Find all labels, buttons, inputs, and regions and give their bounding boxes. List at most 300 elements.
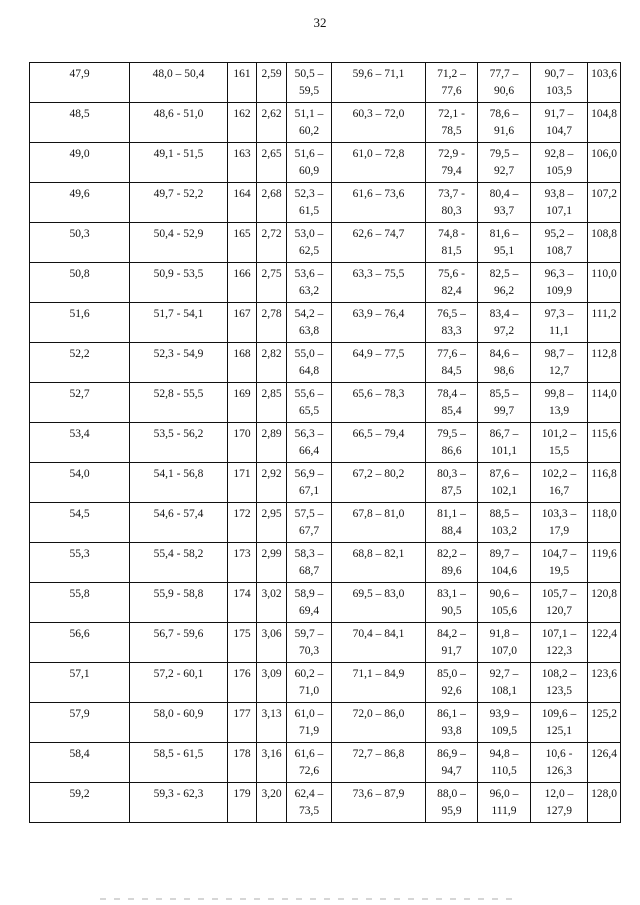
table-cell-col-5: 62,6 – 74,7 (332, 223, 426, 263)
cell-line: 107,1 (546, 205, 572, 217)
table-cell-col-8 (531, 423, 588, 463)
cell-line: 71,9 (298, 725, 320, 737)
table-cell-col-0: 53,4 (30, 423, 130, 463)
table-cell-col-8 (531, 783, 588, 823)
table-cell-col-1: 50,4 - 52,9 (130, 223, 228, 263)
table-cell-col-3: 2,92 (257, 463, 287, 503)
table-cell-col-2: 164 (228, 183, 257, 223)
table-cell-col-1: 48,6 - 51,0 (130, 103, 228, 143)
table-cell-col-2: 163 (228, 143, 257, 183)
page-number: 32 (313, 15, 327, 30)
cell-line: 13,9 (548, 405, 570, 417)
table-cell-col-6 (426, 743, 478, 783)
table-cell-col-5: 69,5 – 83,0 (332, 583, 426, 623)
cell-line: 92,8 – (544, 148, 574, 160)
cell-line: 120,7 (546, 605, 572, 617)
cell-line: 99,8 – (544, 388, 574, 400)
table-cell-col-0: 55,8 (30, 583, 130, 623)
table-cell-col-4 (287, 503, 332, 543)
table-cell-col-6 (426, 423, 478, 463)
table-cell-col-9: 122,4 (588, 623, 621, 663)
cell-line: 109,6 – (541, 708, 577, 720)
cell-line: 98,6 (493, 365, 515, 377)
cell-line: 84,6 – (489, 348, 519, 360)
table-row (30, 503, 621, 543)
table-cell-col-2: 168 (228, 343, 257, 383)
cell-line: 78,6 – (489, 108, 519, 120)
table-cell-col-8 (531, 183, 588, 223)
cell-line: 105,7 – (541, 588, 577, 600)
table-cell-col-9: 116,8 (588, 463, 621, 503)
cell-line: 93,8 – (544, 188, 574, 200)
table-cell-col-8 (531, 303, 588, 343)
cell-line: 95,9 (441, 805, 462, 817)
cell-line: 12,0 – (544, 788, 574, 800)
table-cell-col-7 (478, 623, 531, 663)
table-cell-col-5: 61,0 – 72,8 (332, 143, 426, 183)
cell-line: 60,9 (298, 165, 320, 177)
cell-line: 90,7 – (544, 68, 574, 80)
table-cell-col-6 (426, 103, 478, 143)
table-cell-col-6 (426, 463, 478, 503)
table-cell-col-0: 55,3 (30, 543, 130, 583)
table-cell-col-0: 49,0 (30, 143, 130, 183)
cell-line: 127,9 (546, 805, 572, 817)
table-cell-col-2: 161 (228, 63, 257, 103)
cell-line: 67,7 (298, 525, 320, 537)
table-cell-col-0: 58,4 (30, 743, 130, 783)
cell-line: 105,9 (546, 165, 572, 177)
table-row (30, 143, 621, 183)
table-cell-col-5: 63,3 – 75,5 (332, 263, 426, 303)
table-cell-col-7 (478, 103, 531, 143)
cell-line: 84,5 (441, 365, 462, 377)
table-cell-col-0: 47,9 (30, 63, 130, 103)
table-cell-col-5: 67,8 – 81,0 (332, 503, 426, 543)
table-cell-col-0: 48,5 (30, 103, 130, 143)
table-cell-col-2: 167 (228, 303, 257, 343)
cell-line: 72,6 (298, 765, 320, 777)
table-cell-col-4 (287, 463, 332, 503)
table-cell-col-5: 72,7 – 86,8 (332, 743, 426, 783)
cell-line: 101,1 (491, 445, 517, 457)
cell-line: 84,2 – (437, 628, 466, 640)
cell-line: 56,9 – (294, 468, 324, 480)
cell-line: 94,7 (441, 765, 462, 777)
table-cell-col-7 (478, 303, 531, 343)
table-cell-col-0: 59,2 (30, 783, 130, 823)
table-cell-col-3: 2,75 (257, 263, 287, 303)
table-cell-col-1: 50,9 - 53,5 (130, 263, 228, 303)
cell-line: 95,1 (493, 245, 515, 257)
table-cell-col-4 (287, 303, 332, 343)
table-cell-col-9: 115,6 (588, 423, 621, 463)
table-cell-col-8 (531, 703, 588, 743)
cell-line: 68,7 (298, 565, 320, 577)
table-cell-col-2: 172 (228, 503, 257, 543)
cell-line: 67,1 (298, 485, 320, 497)
table-cell-col-4 (287, 423, 332, 463)
table-cell-col-5: 66,5 – 79,4 (332, 423, 426, 463)
table-cell-col-5: 60,3 – 72,0 (332, 103, 426, 143)
cell-line: 91,7 – (544, 108, 574, 120)
cell-line: 83,1 – (437, 588, 466, 600)
cell-line: 72,1 - (438, 108, 465, 120)
cell-line: 85,0 – (437, 668, 466, 680)
table-cell-col-6 (426, 503, 478, 543)
table-cell-col-2: 162 (228, 103, 257, 143)
cell-line: 19,5 (548, 565, 570, 577)
table-cell-col-3: 3,13 (257, 703, 287, 743)
table-cell-col-7 (478, 703, 531, 743)
cell-line: 91,8 – (489, 628, 519, 640)
cell-line: 123,5 (546, 685, 572, 697)
table-cell-col-1: 52,3 - 54,9 (130, 343, 228, 383)
table-cell-col-2: 173 (228, 543, 257, 583)
table-cell-col-7 (478, 63, 531, 103)
table-cell-col-6 (426, 783, 478, 823)
cell-line: 104,6 (491, 565, 517, 577)
cell-line: 108,7 (546, 245, 572, 257)
cell-line: 52,3 – (294, 188, 324, 200)
table-cell-col-6 (426, 383, 478, 423)
cell-line: 77,6 (441, 85, 462, 97)
table-cell-col-8 (531, 663, 588, 703)
cell-line: 57,5 – (294, 508, 324, 520)
table-cell-col-1: 49,1 - 51,5 (130, 143, 228, 183)
cell-line: 97,3 – (544, 308, 574, 320)
table-cell-col-9: 107,2 (588, 183, 621, 223)
cell-line: 80,3 – (437, 468, 466, 480)
table-cell-col-3: 3,02 (257, 583, 287, 623)
cell-line: 87,6 – (489, 468, 519, 480)
cell-line: 59,7 – (294, 628, 324, 640)
cell-line: 93,9 – (489, 708, 519, 720)
table-cell-col-4 (287, 623, 332, 663)
table-cell-col-3: 2,89 (257, 423, 287, 463)
cell-line: 93,7 (493, 205, 515, 217)
table-cell-col-8 (531, 623, 588, 663)
cell-line: 61,6 – (294, 748, 324, 760)
table-cell-col-6 (426, 183, 478, 223)
cell-line: 126,3 (546, 765, 572, 777)
cell-line: 91,6 (493, 125, 515, 137)
cell-line: 108,1 (491, 685, 517, 697)
cell-line: 54,2 – (294, 308, 324, 320)
table-cell-col-3: 2,59 (257, 63, 287, 103)
table-cell-col-7 (478, 743, 531, 783)
table-cell-col-3: 2,99 (257, 543, 287, 583)
table-cell-col-9: 123,6 (588, 663, 621, 703)
table-cell-col-6 (426, 143, 478, 183)
cell-line: 110,5 (491, 765, 517, 777)
table-cell-col-3: 2,78 (257, 303, 287, 343)
table-cell-col-0: 50,8 (30, 263, 130, 303)
table-cell-col-5: 61,6 – 73,6 (332, 183, 426, 223)
cell-line: 60,2 (298, 125, 320, 137)
table-cell-col-7 (478, 583, 531, 623)
table-cell-col-4 (287, 703, 332, 743)
cell-line: 51,1 – (294, 108, 324, 120)
cell-line: 63,2 (298, 285, 320, 297)
table-cell-col-4 (287, 583, 332, 623)
cell-line: 85,5 – (489, 388, 519, 400)
table-cell-col-5: 73,6 – 87,9 (332, 783, 426, 823)
table-cell-col-8 (531, 743, 588, 783)
cell-line: 63,8 (298, 325, 320, 337)
cell-line: 86,6 (441, 445, 462, 457)
table-cell-col-3: 2,95 (257, 503, 287, 543)
cell-line: 89,7 – (489, 548, 519, 560)
cell-line: 62,4 – (294, 788, 324, 800)
table-cell-col-5: 65,6 – 78,3 (332, 383, 426, 423)
table-row (30, 783, 621, 823)
cell-line: 71,0 (298, 685, 320, 697)
table-row (30, 343, 621, 383)
table-row (30, 63, 621, 103)
table-cell-col-5: 59,6 – 71,1 (332, 63, 426, 103)
table-cell-col-4 (287, 63, 332, 103)
table-cell-col-6 (426, 703, 478, 743)
cell-line: 17,9 (548, 525, 570, 537)
table-cell-col-3: 2,62 (257, 103, 287, 143)
table-cell-col-8 (531, 143, 588, 183)
table-cell-col-3: 3,06 (257, 623, 287, 663)
cell-line: 99,7 (493, 405, 515, 417)
cell-line: 88,0 – (437, 788, 466, 800)
table-cell-col-3: 3,16 (257, 743, 287, 783)
table-cell-col-4 (287, 223, 332, 263)
table-cell-col-0: 51,6 (30, 303, 130, 343)
cell-line: 83,3 (441, 325, 462, 337)
cell-line: 82,4 (441, 285, 462, 297)
cell-line: 107,1 – (541, 628, 577, 640)
cell-line: 96,0 – (489, 788, 519, 800)
table-cell-col-6 (426, 303, 478, 343)
cell-line: 82,5 – (489, 268, 519, 280)
table-cell-col-6 (426, 583, 478, 623)
table-cell-col-7 (478, 223, 531, 263)
table-row (30, 103, 621, 143)
cell-line: 80,4 – (489, 188, 519, 200)
table-cell-col-5: 63,9 – 76,4 (332, 303, 426, 343)
table-cell-col-2: 175 (228, 623, 257, 663)
cell-line: 16,7 (548, 485, 570, 497)
table-row (30, 583, 621, 623)
cell-line: 96,2 (493, 285, 515, 297)
table-cell-col-6 (426, 663, 478, 703)
table-cell-col-1: 54,6 - 57,4 (130, 503, 228, 543)
cell-line: 103,2 (491, 525, 517, 537)
cell-line: 108,2 – (541, 668, 577, 680)
cell-line: 58,3 – (294, 548, 324, 560)
table-cell-col-2: 169 (228, 383, 257, 423)
cell-line: 62,5 (298, 245, 320, 257)
table-cell-col-8 (531, 103, 588, 143)
cell-line: 74,8 - (438, 228, 465, 240)
cell-line: 102,1 (491, 485, 517, 497)
table-cell-col-1: 55,4 - 58,2 (130, 543, 228, 583)
cell-line: 55,0 – (294, 348, 324, 360)
cell-line: 87,5 (441, 485, 462, 497)
table-row (30, 663, 621, 703)
table-cell-col-9: 125,2 (588, 703, 621, 743)
cell-line: 104,7 (546, 125, 572, 137)
cell-line: 51,6 – (294, 148, 324, 160)
cell-line: 82,2 – (437, 548, 466, 560)
table-cell-col-5: 67,2 – 80,2 (332, 463, 426, 503)
table-cell-col-8 (531, 503, 588, 543)
table-cell-col-2: 178 (228, 743, 257, 783)
cell-line: 72,9 - (438, 148, 465, 160)
cell-line: 79,5 – (489, 148, 519, 160)
cell-line: 90,6 – (489, 588, 519, 600)
cell-line: 111,9 (491, 805, 517, 817)
table-cell-col-8 (531, 463, 588, 503)
table-row (30, 303, 621, 343)
cell-line: 50,5 – (294, 68, 324, 80)
table-cell-col-1: 49,7 - 52,2 (130, 183, 228, 223)
table-cell-col-3: 3,20 (257, 783, 287, 823)
table-cell-col-4 (287, 103, 332, 143)
table-cell-col-6 (426, 623, 478, 663)
table-cell-col-9: 104,8 (588, 103, 621, 143)
cell-line: 92,7 – (489, 668, 519, 680)
cell-line: 89,6 (441, 565, 462, 577)
cell-line: 11,1 (549, 325, 569, 337)
table-cell-col-0: 50,3 (30, 223, 130, 263)
table-cell-col-2: 171 (228, 463, 257, 503)
cell-line: 55,6 – (294, 388, 324, 400)
cell-line: 61,0 – (294, 708, 324, 720)
cell-line: 78,4 – (437, 388, 466, 400)
table-cell-col-2: 170 (228, 423, 257, 463)
table-cell-col-0: 57,9 (30, 703, 130, 743)
table-cell-col-3: 3,09 (257, 663, 287, 703)
table-row (30, 703, 621, 743)
cell-line: 122,3 (546, 645, 572, 657)
cell-line: 81,1 – (437, 508, 466, 520)
cell-line: 96,3 – (544, 268, 574, 280)
cell-line: 88,5 – (489, 508, 519, 520)
table-cell-col-7 (478, 183, 531, 223)
cell-line: 90,5 (441, 605, 462, 617)
table-cell-col-9: 118,0 (588, 503, 621, 543)
cell-line: 77,7 – (489, 68, 519, 80)
cell-line: 12,7 (548, 365, 570, 377)
table-cell-col-8 (531, 263, 588, 303)
table-cell-col-2: 179 (228, 783, 257, 823)
table-cell-col-7 (478, 423, 531, 463)
cell-line: 69,4 (298, 605, 320, 617)
table-cell-col-1: 57,2 - 60,1 (130, 663, 228, 703)
table-row (30, 263, 621, 303)
table-cell-col-7 (478, 463, 531, 503)
cell-line: 104,7 – (541, 548, 577, 560)
table-cell-col-1: 55,9 - 58,8 (130, 583, 228, 623)
table-cell-col-7 (478, 543, 531, 583)
table-cell-col-1: 59,3 - 62,3 (130, 783, 228, 823)
table-cell-col-0: 56,6 (30, 623, 130, 663)
table-row (30, 383, 621, 423)
table-cell-col-1: 58,5 - 61,5 (130, 743, 228, 783)
table-cell-col-1: 58,0 - 60,9 (130, 703, 228, 743)
table-cell-col-6 (426, 223, 478, 263)
cell-line: 79,5 – (437, 428, 466, 440)
cell-line: 88,4 (441, 525, 462, 537)
table-cell-col-1: 54,1 - 56,8 (130, 463, 228, 503)
table-row (30, 463, 621, 503)
cell-line: 93,8 (441, 725, 462, 737)
table-cell-col-4 (287, 263, 332, 303)
cell-line: 70,3 (298, 645, 320, 657)
table-cell-col-4 (287, 663, 332, 703)
table-cell-col-8 (531, 543, 588, 583)
data-table (29, 62, 621, 823)
cell-line: 76,5 – (437, 308, 466, 320)
table-cell-col-7 (478, 503, 531, 543)
table-cell-col-3: 2,82 (257, 343, 287, 383)
cell-line: 109,9 (546, 285, 572, 297)
cell-line: 79,4 (441, 165, 462, 177)
cell-line: 125,1 (546, 725, 572, 737)
cell-line: 73,7 - (438, 188, 465, 200)
table-cell-col-6 (426, 263, 478, 303)
cell-line: 56,3 – (294, 428, 324, 440)
table-row (30, 223, 621, 263)
cell-line: 10,6 - (545, 748, 573, 760)
cell-line: 109,5 (491, 725, 517, 737)
table-cell-col-9: 114,0 (588, 383, 621, 423)
table-cell-col-4 (287, 383, 332, 423)
table-cell-col-6 (426, 343, 478, 383)
cell-line: 94,8 – (489, 748, 519, 760)
table-cell-col-7 (478, 383, 531, 423)
table-cell-col-4 (287, 343, 332, 383)
table-cell-col-9: 108,8 (588, 223, 621, 263)
cell-line: 107,0 (491, 645, 517, 657)
table-row (30, 743, 621, 783)
table-cell-col-2: 177 (228, 703, 257, 743)
cell-line: 60,2 – (294, 668, 324, 680)
table-cell-col-2: 165 (228, 223, 257, 263)
table-cell-col-1: 48,0 – 50,4 (130, 63, 228, 103)
cell-line: 73,5 (298, 805, 320, 817)
table-cell-col-8 (531, 583, 588, 623)
table-cell-col-7 (478, 263, 531, 303)
table-cell-col-8 (531, 223, 588, 263)
table-cell-col-8 (531, 383, 588, 423)
table-cell-col-0: 52,2 (30, 343, 130, 383)
table-cell-col-4 (287, 743, 332, 783)
table-row (30, 543, 621, 583)
table-cell-col-3: 2,85 (257, 383, 287, 423)
cell-line: 86,7 – (489, 428, 519, 440)
table-cell-col-8 (531, 63, 588, 103)
cell-line: 103,5 (546, 85, 572, 97)
cell-line: 15,5 (548, 445, 570, 457)
table-cell-col-4 (287, 543, 332, 583)
cell-line: 101,2 – (541, 428, 577, 440)
cell-line: 85,4 (441, 405, 462, 417)
table-cell-col-6 (426, 543, 478, 583)
cell-line: 65,5 (298, 405, 320, 417)
table-cell-col-5: 71,1 – 84,9 (332, 663, 426, 703)
table-cell-col-5: 72,0 – 86,0 (332, 703, 426, 743)
table-cell-col-5: 68,8 – 82,1 (332, 543, 426, 583)
table-cell-col-9: 103,6 (588, 63, 621, 103)
cell-line: 90,6 (493, 85, 515, 97)
